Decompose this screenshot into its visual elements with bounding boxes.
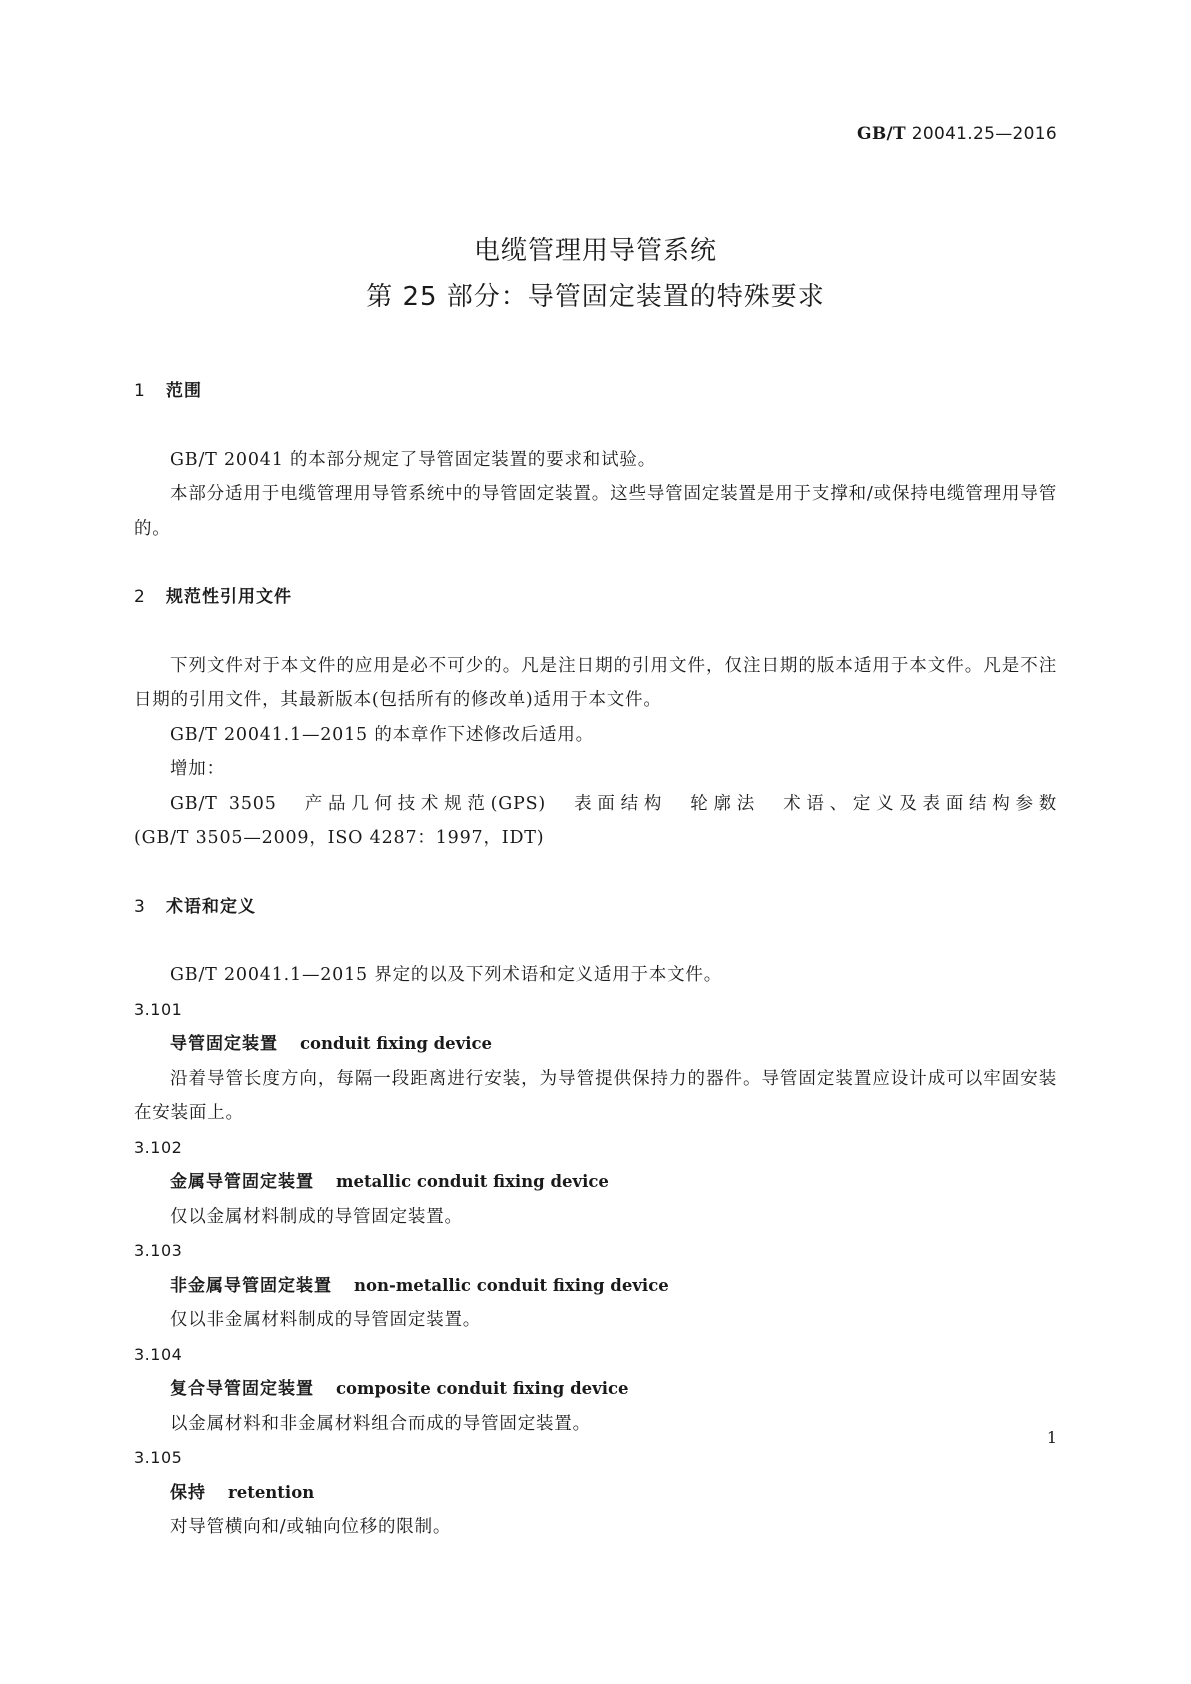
section-heading-normative-references xyxy=(134,580,1057,615)
term-name-english: composite conduit fixing device xyxy=(336,1379,629,1398)
reference-entry: GB/T 3505 产品几何技术规范(GPS) 表面结构 轮廓法 术语、定义及表面结构参数 xyxy=(170,793,1057,814)
term-number: 3.103 xyxy=(134,1241,183,1260)
standard-number: 20041.25—2016 xyxy=(911,124,1057,144)
section-number: 1 xyxy=(134,381,146,401)
term-name-chinese: 复合导管固定装置 xyxy=(170,1379,314,1399)
term-name-english: retention xyxy=(228,1482,315,1502)
document-title xyxy=(0,228,1191,320)
term-number: 3.102 xyxy=(134,1137,183,1157)
section-heading-scope xyxy=(134,374,1057,409)
term-name xyxy=(134,1269,1057,1304)
term-name-english: metallic conduit fixing device xyxy=(336,1172,609,1191)
term-definition: 沿着导管长度方向，每隔一段距离进行安装，为导管提供保持力的器件。导管固定装置应设计成可以牢固安装在安装面上。 xyxy=(134,1068,1057,1123)
page-number: 1 xyxy=(1046,1428,1057,1447)
reference-entry-continuation: (GB/T 3505—2009，ISO 4287：1997，IDT) xyxy=(134,828,545,848)
term-name-chinese: 保持 xyxy=(170,1482,206,1503)
term-name xyxy=(134,1165,1057,1200)
section-title: 规范性引用文件 xyxy=(166,587,292,607)
term-definition: 以金属材料和非金属材料组合而成的导管固定装置。 xyxy=(170,1413,591,1434)
term-name xyxy=(134,1476,1057,1511)
term-name-chinese: 导管固定装置 xyxy=(170,1034,278,1054)
term-name xyxy=(134,1372,1057,1407)
term-number: 3.105 xyxy=(134,1448,183,1467)
title-line-2: 第 25 部分：导管固定装置的特殊要求 xyxy=(366,282,825,312)
paragraph: GB/T 20041.1—2015 界定的以及下列术语和定义适用于本文件。 xyxy=(170,965,723,985)
term-name-english: conduit fixing device xyxy=(300,1034,493,1053)
term-entry xyxy=(134,1131,1057,1235)
section-number: 2 xyxy=(134,587,146,607)
standard-code xyxy=(857,124,1057,144)
term-name-chinese: 金属导管固定装置 xyxy=(170,1172,314,1192)
paragraph: GB/T 20041.1—2015 的本章作下述修改后适用。 xyxy=(170,724,594,745)
term-number: 3.104 xyxy=(134,1344,183,1364)
term-definition: 对导管横向和/或轴向位移的限制。 xyxy=(170,1517,452,1537)
term-name-chinese: 非金属导管固定装置 xyxy=(170,1275,332,1296)
paragraph: 增加： xyxy=(170,759,225,779)
term-name xyxy=(134,1027,1057,1062)
term-entry xyxy=(134,1441,1057,1545)
term-name-english: non-metallic conduit fixing device xyxy=(354,1275,669,1295)
title-line-1: 电缆管理用导管系统 xyxy=(473,236,717,266)
term-definition: 仅以金属材料制成的导管固定装置。 xyxy=(170,1206,463,1227)
term-number: 3.101 xyxy=(134,999,183,1019)
section-title: 术语和定义 xyxy=(166,896,256,917)
section-number: 3 xyxy=(134,896,146,917)
standard-prefix: GB/T xyxy=(857,124,906,144)
section-title: 范围 xyxy=(166,381,202,401)
term-definition: 仅以非金属材料制成的导管固定装置。 xyxy=(170,1310,482,1330)
paragraph: 下列文件对于本文件的应用是必不可少的。凡是注日期的引用文件，仅注日期的版本适用于本文件。凡是不注日期的引用文件，其最新版本(包括所有的修改单)适用于本文件。 xyxy=(134,655,1057,710)
section-heading-terms-definitions xyxy=(134,890,1057,925)
document-body xyxy=(134,374,1057,1545)
paragraph: 本部分适用于电缆管理用导管系统中的导管固定装置。这些导管固定装置是用于支撑和/或保持电缆管理用导管的。 xyxy=(134,484,1057,539)
term-entry xyxy=(134,1234,1057,1338)
term-entry xyxy=(134,1338,1057,1442)
term-entry xyxy=(134,993,1057,1131)
paragraph: GB/T 20041 的本部分规定了导管固定装置的要求和试验。 xyxy=(170,449,657,470)
